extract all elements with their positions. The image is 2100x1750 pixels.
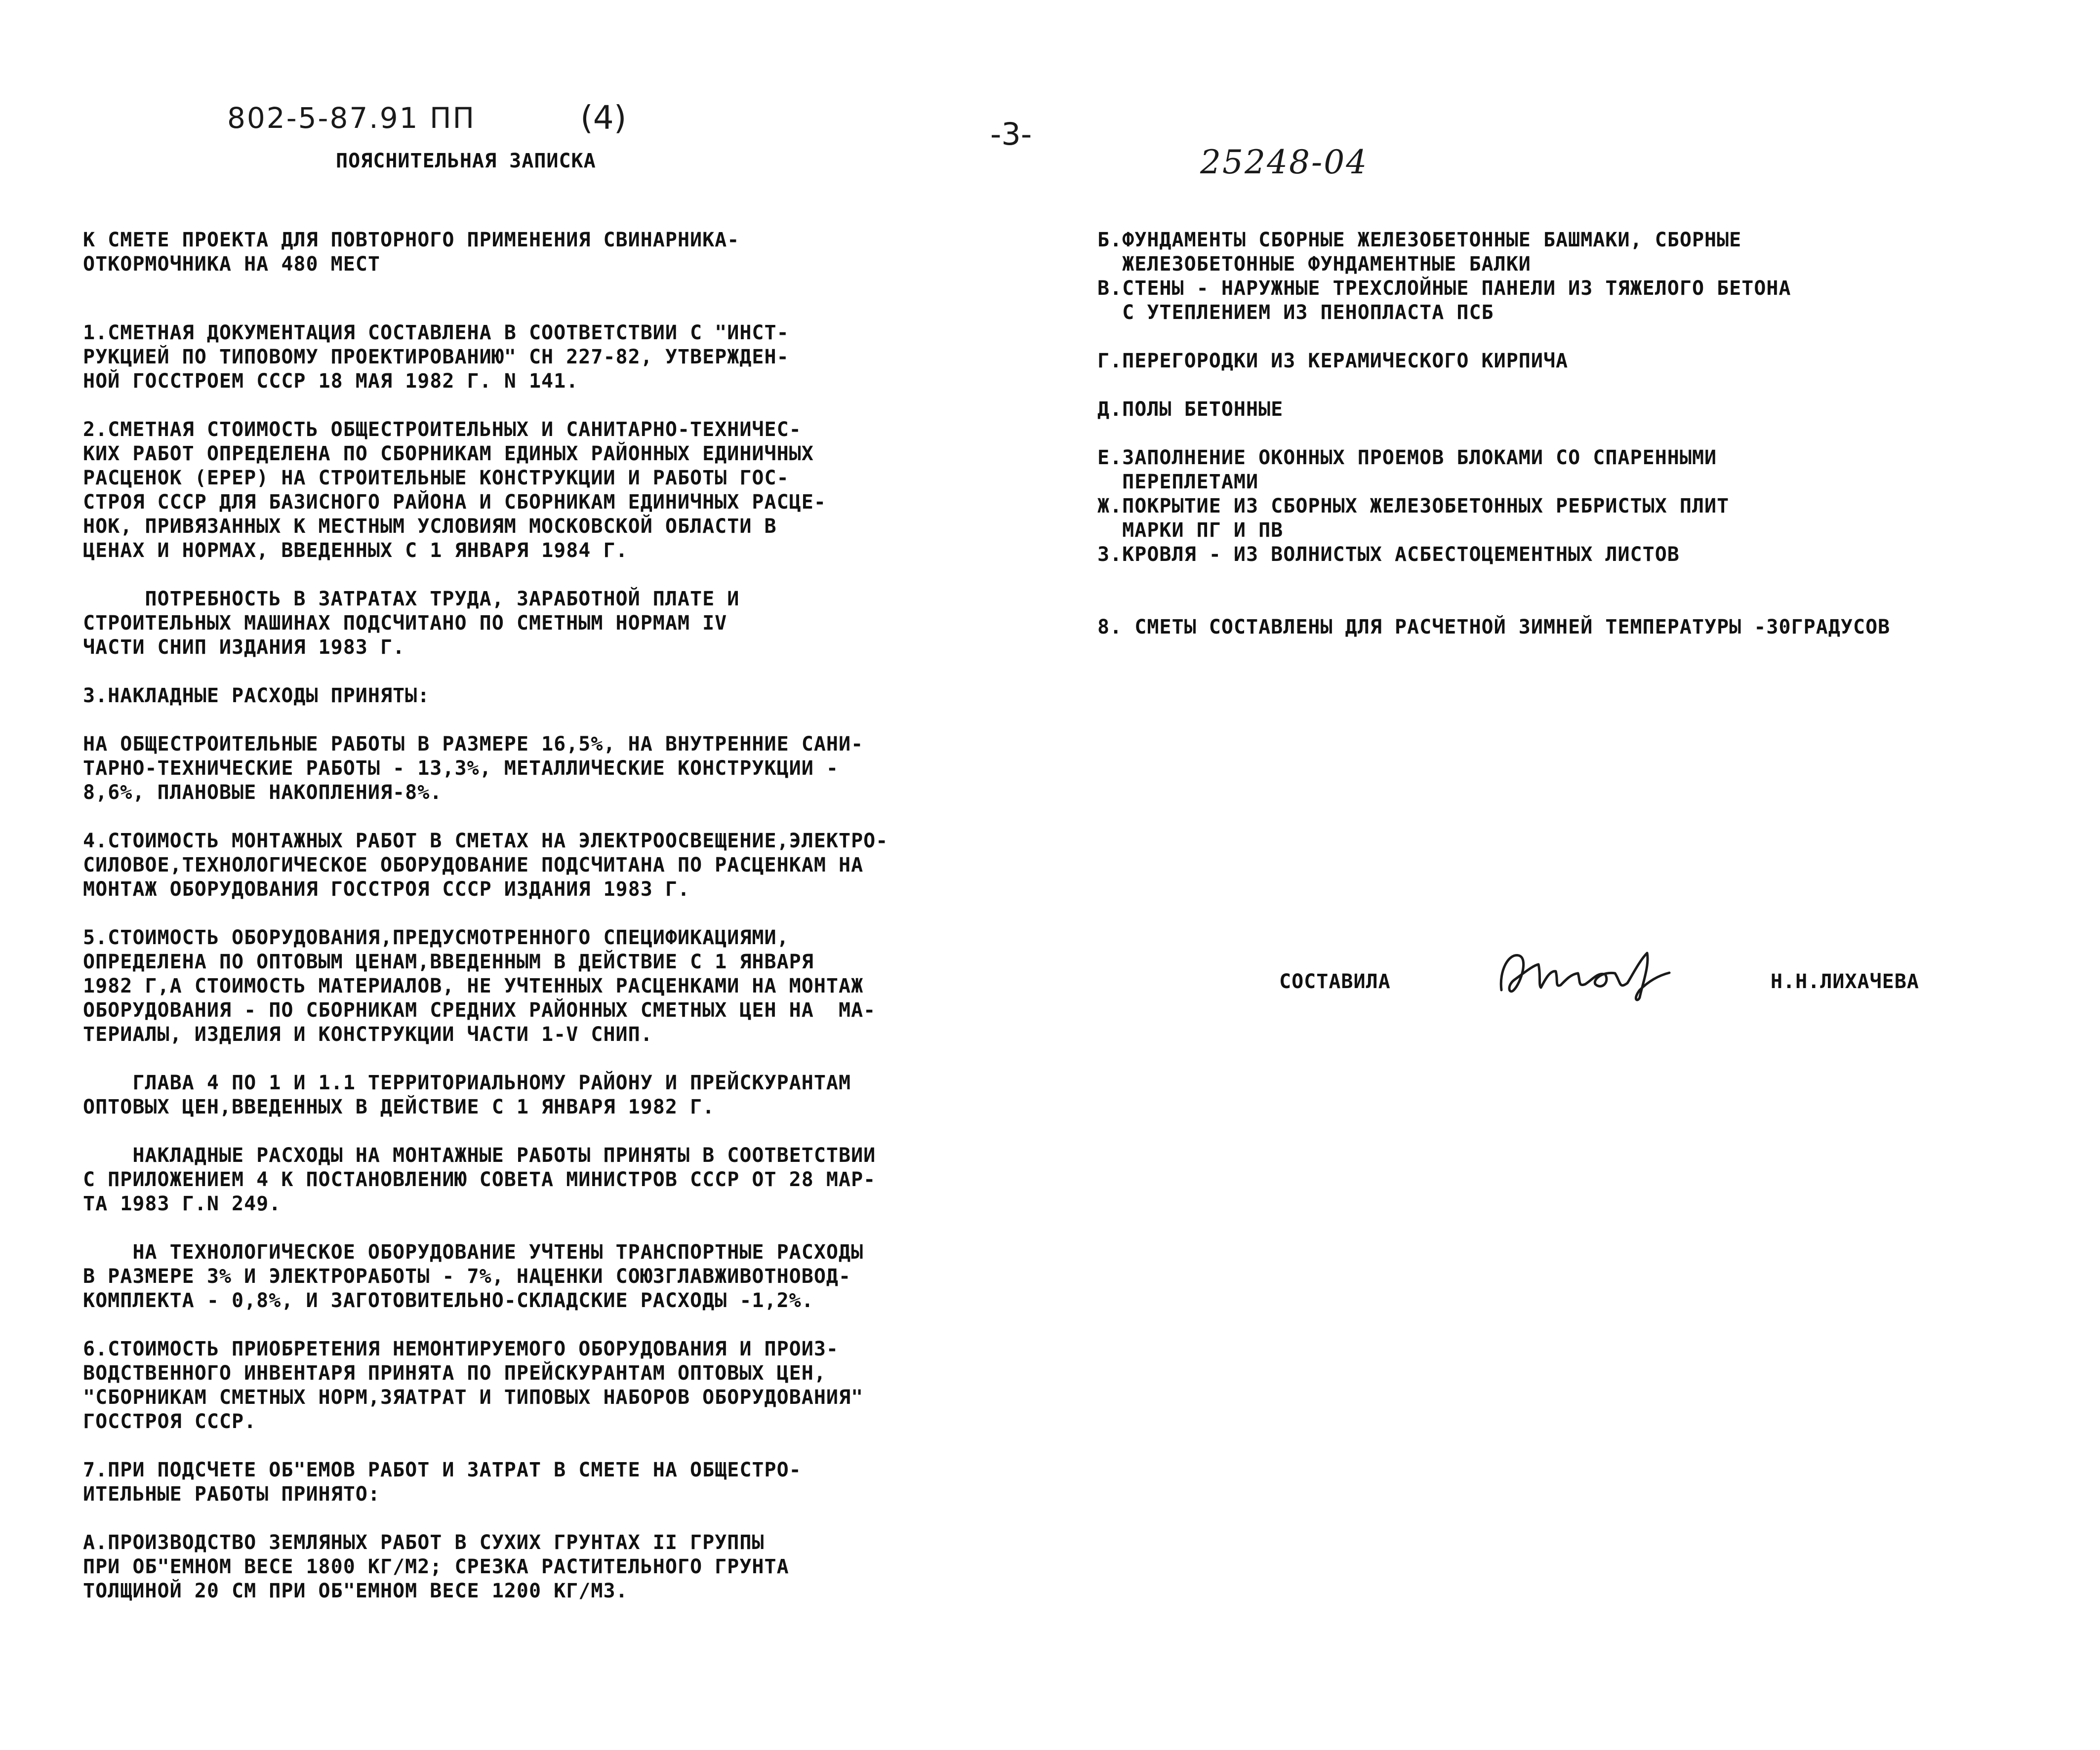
left-column-line: КИХ РАБОТ ОПРЕДЕЛЕНА ПО СБОРНИКАМ ЕДИНЫХ РАЙОННЫХ ЕДИНИЧНЫХ	[83, 442, 814, 465]
right-column-line: Б.ФУНДАМЕНТЫ СБОРНЫЕ ЖЕЛЕЗОБЕТОННЫЕ БАШМАКИ, СБОРНЫЕ	[1097, 229, 1742, 251]
right-column-line	[1097, 422, 1890, 446]
left-column-line: ОПРЕДЕЛЕНА ПО ОПТОВЫМ ЦЕНАМ,ВВЕДЕННЫМ В ДЕЙСТВИЕ С 1 ЯНВАРЯ	[83, 951, 814, 973]
document-code: 802-5-87.91 ПП	[227, 101, 476, 135]
left-column-line: 1.СМЕТНАЯ ДОКУМЕНТАЦИЯ СОСТАВЛЕНА В СООТВЕТСТВИИ С "ИНСТ-	[83, 321, 789, 344]
left-column-line: ГЛАВА 4 ПО 1 И 1.1 ТЕРРИТОРИАЛЬНОМУ РАЙОНУ И ПРЕЙСКУРАНТАМ	[83, 1072, 851, 1094]
left-column-line: 5.СТОИМОСТЬ ОБОРУДОВАНИЯ,ПРЕДУСМОТРЕННОГО СПЕЦИФИКАЦИЯМИ,	[83, 926, 789, 949]
left-column-line	[83, 1507, 888, 1531]
left-column-line: 2.СМЕТНАЯ СТОИМОСТЬ ОБЩЕСТРОИТЕЛЬНЫХ И САНИТАРНО-ТЕХНИЧЕС-	[83, 418, 802, 441]
right-column-line: З.КРОВЛЯ - ИЗ ВОЛНИСТЫХ АСБЕСТОЦЕМЕНТНЫХ ЛИСТОВ	[1097, 543, 1680, 566]
left-column-line: 7.ПРИ ПОДСЧЕТЕ ОБ"ЕМОВ РАБОТ И ЗАТРАТ В СМЕТЕ НА ОБЩЕСТРО-	[83, 1459, 802, 1481]
right-column-line: В.СТЕНЫ - НАРУЖНЫЕ ТРЕХСЛОЙНЫЕ ПАНЕЛИ ИЗ ТЯЖЕЛОГО БЕТОНА	[1097, 277, 1791, 300]
right-column-line	[1097, 373, 1890, 398]
left-column-line	[83, 394, 888, 418]
left-column-line: 6.СТОИМОСТЬ ПРИОБРЕТЕНИЯ НЕМОНТИРУЕМОГО ОБОРУДОВАНИЯ И ПРОИЗ-	[83, 1338, 839, 1360]
right-column-line: Ж.ПОКРЫТИЕ ИЗ СБОРНЫХ ЖЕЛЕЗОБЕТОННЫХ РЕБРИСТЫХ ПЛИТ	[1097, 495, 1730, 517]
left-column-line	[83, 708, 888, 732]
page-number: -3-	[990, 116, 1032, 152]
left-column-line: ВОДСТВЕННОГО ИНВЕНТАРЯ ПРИНЯТА ПО ПРЕЙСКУРАНТАМ ОПТОВЫХ ЦЕН,	[83, 1362, 826, 1385]
left-column-line	[83, 660, 888, 684]
left-column-line: С ПРИЛОЖЕНИЕМ 4 К ПОСТАНОВЛЕНИЮ СОВЕТА МИНИСТРОВ СССР ОТ 28 МАР-	[83, 1168, 876, 1191]
right-column-line: МАРКИ ПГ И ПВ	[1097, 519, 1284, 542]
left-column-line: 1982 Г,А СТОИМОСТЬ МАТЕРИАЛОВ, НЕ УЧТЕННЫХ РАСЦЕНКАМИ НА МОНТАЖ	[83, 975, 864, 997]
left-column-line: ЧАСТИ СНИП ИЗДАНИЯ 1983 Г.	[83, 636, 405, 659]
right-column-line: ПЕРЕПЛЕТАМИ	[1097, 471, 1259, 493]
left-column-line: СТРОЯ СССР ДЛЯ БАЗИСНОГО РАЙОНА И СБОРНИКАМ ЕДИНИЧНЫХ РАСЦЕ-	[83, 491, 826, 514]
right-column-line	[1097, 567, 1890, 591]
left-column-line: НА ОБЩЕСТРОИТЕЛЬНЫЕ РАБОТЫ В РАЗМЕРЕ 16,5%, НА ВНУТРЕННИЕ САНИ-	[83, 733, 864, 756]
left-column-line	[83, 1313, 888, 1337]
left-column-line: СИЛОВОЕ,ТЕХНОЛОГИЧЕСКОЕ ОБОРУДОВАНИЕ ПОДСЧИТАНА ПО РАСЦЕНКАМ НА	[83, 854, 864, 876]
left-column-line: ТА 1983 Г.N 249.	[83, 1193, 282, 1215]
right-column-line: С УТЕПЛЕНИЕМ ИЗ ПЕНОПЛАСТА ПСБ	[1097, 301, 1494, 324]
left-column-line	[83, 563, 888, 587]
signatory-name: Н.Н.ЛИХАЧЕВА	[1771, 970, 1919, 993]
left-column-line: СТРОИТЕЛЬНЫХ МАШИНАХ ПОДСЧИТАНО ПО СМЕТНЫМ НОРМАМ IV	[83, 612, 727, 635]
left-column-text	[83, 321, 888, 1603]
left-column-line: ОПТОВЫХ ЦЕН,ВВЕДЕННЫХ В ДЕЙСТВИЕ С 1 ЯНВАРЯ 1982 Г.	[83, 1096, 715, 1118]
right-column-line: Г.ПЕРЕГОРОДКИ ИЗ КЕРАМИЧЕСКОГО КИРПИЧА	[1097, 350, 1569, 372]
left-column-line	[83, 1119, 888, 1144]
subtitle-line: К СМЕТЕ ПРОЕКТА ДЛЯ ПОВТОРНОГО ПРИМЕНЕНИЯ СВИНАРНИКА-	[83, 229, 740, 251]
left-column-line	[83, 805, 888, 829]
right-column-line: ЖЕЛЕЗОБЕТОННЫЕ ФУНДАМЕНТНЫЕ БАЛКИ	[1097, 253, 1531, 276]
right-column-line: Е.ЗАПОЛНЕНИЕ ОКОННЫХ ПРОЕМОВ БЛОКАМИ СО СПАРЕННЫМИ	[1097, 446, 1717, 469]
left-column-line	[83, 902, 888, 926]
left-column-line	[83, 1216, 888, 1240]
left-column-line: ИТЕЛЬНЫЕ РАБОТЫ ПРИНЯТО:	[83, 1483, 380, 1506]
left-column-line: НОК, ПРИВЯЗАННЫХ К МЕСТНЫМ УСЛОВИЯМ МОСКОВСКОЙ ОБЛАСТИ В	[83, 515, 777, 538]
left-column-line: ПОТРЕБНОСТЬ В ЗАТРАТАХ ТРУДА, ЗАРАБОТНОЙ ПЛАТЕ И	[83, 588, 740, 610]
subtitle-line: ОТКОРМОЧНИКА НА 480 МЕСТ	[83, 253, 380, 276]
left-column-line: 3.НАКЛАДНЫЕ РАСХОДЫ ПРИНЯТЫ:	[83, 684, 430, 707]
left-column-line: РУКЦИЕЙ ПО ТИПОВОМУ ПРОЕКТИРОВАНИЮ" СН 227-82, УТВЕРЖДЕН-	[83, 346, 789, 368]
left-column-line: "СБОРНИКАМ СМЕТНЫХ НОРМ,ЗЯАТРАТ И ТИПОВЫХ НАБОРОВ ОБОРУДОВАНИЯ"	[83, 1386, 864, 1409]
right-column-text	[1097, 228, 1890, 639]
right-column-line	[1097, 591, 1890, 615]
left-column-line: ГОССТРОЯ СССР.	[83, 1410, 257, 1433]
right-column-line: 8. СМЕТЫ СОСТАВЛЕНЫ ДЛЯ РАСЧЕТНОЙ ЗИМНЕЙ ТЕМПЕРАТУРЫ -30ГРАДУСОВ	[1097, 616, 1891, 638]
left-column-line: НА ТЕХНОЛОГИЧЕСКОЕ ОБОРУДОВАНИЕ УЧТЕНЫ ТРАНСПОРТНЫЕ РАСХОДЫ	[83, 1241, 864, 1264]
page-title: ПОЯСНИТЕЛЬНАЯ ЗАПИСКА	[336, 150, 596, 172]
signature-label: СОСТАВИЛА	[1279, 970, 1391, 993]
left-column-line: ТАРНО-ТЕХНИЧЕСКИЕ РАБОТЫ - 13,3%, МЕТАЛЛИЧЕСКИЕ КОНСТРУКЦИИ -	[83, 757, 839, 780]
left-column-line: ОБОРУДОВАНИЯ - ПО СБОРНИКАМ СРЕДНИХ РАЙОННЫХ СМЕТНЫХ ЦЕН НА МА-	[83, 999, 876, 1022]
left-column-line: ЦЕНАХ И НОРМАХ, ВВЕДЕННЫХ С 1 ЯНВАРЯ 1984 Г.	[83, 539, 628, 562]
left-column-line: РАСЦЕНОК (ЕРЕР) НА СТРОИТЕЛЬНЫЕ КОНСТРУКЦИИ И РАБОТЫ ГОС-	[83, 467, 789, 489]
left-column-line	[83, 1434, 888, 1458]
sheet-mark: (4)	[580, 99, 627, 137]
left-column-line: ПРИ ОБ"ЕМНОМ ВЕСЕ 1800 КГ/М2; СРЕЗКА РАСТИТЕЛЬНОГО ГРУНТА	[83, 1555, 789, 1578]
right-column-line	[1097, 325, 1890, 349]
right-column-line: Д.ПОЛЫ БЕТОННЫЕ	[1097, 398, 1284, 421]
left-column-line: НАКЛАДНЫЕ РАСХОДЫ НА МОНТАЖНЫЕ РАБОТЫ ПРИНЯТЫ В СООТВЕТСТВИИ	[83, 1144, 876, 1167]
left-column-line: В РАЗМЕРЕ 3% И ЭЛЕКТРОРАБОТЫ - 7%, НАЦЕНКИ СОЮЗГЛАВЖИВОТНОВОД-	[83, 1265, 851, 1288]
document-subtitle	[83, 228, 739, 277]
left-column-line: НОЙ ГОССТРОЕМ СССР 18 МАЯ 1982 Г. N 141.	[83, 370, 579, 393]
left-column-line	[83, 1047, 888, 1071]
left-column-line: ТЕРИАЛЫ, ИЗДЕЛИЯ И КОНСТРУКЦИИ ЧАСТИ 1-V СНИП.	[83, 1023, 653, 1046]
inventory-number: 25248-04	[1200, 143, 1369, 181]
left-column-line: А.ПРОИЗВОДСТВО ЗЕМЛЯНЫХ РАБОТ В СУХИХ ГРУНТАХ II ГРУППЫ	[83, 1531, 765, 1554]
left-column-line: ТОЛЩИНОЙ 20 СМ ПРИ ОБ"ЕМНОМ ВЕСЕ 1200 КГ/М3.	[83, 1580, 628, 1602]
left-column-line: 8,6%, ПЛАНОВЫЕ НАКОПЛЕНИЯ-8%.	[83, 781, 443, 804]
left-column-line: КОМПЛЕКТА - 0,8%, И ЗАГОТОВИТЕЛЬНО-СКЛАДСКИЕ РАСХОДЫ -1,2%.	[83, 1289, 814, 1312]
left-column-line: 4.СТОИМОСТЬ МОНТАЖНЫХ РАБОТ В СМЕТАХ НА ЭЛЕКТРООСВЕЩЕНИЕ,ЭЛЕКТРО-	[83, 830, 888, 852]
handwritten-signature	[1492, 936, 1689, 1005]
left-column-line: МОНТАЖ ОБОРУДОВАНИЯ ГОССТРОЯ СССР ИЗДАНИЯ 1983 Г.	[83, 878, 690, 901]
